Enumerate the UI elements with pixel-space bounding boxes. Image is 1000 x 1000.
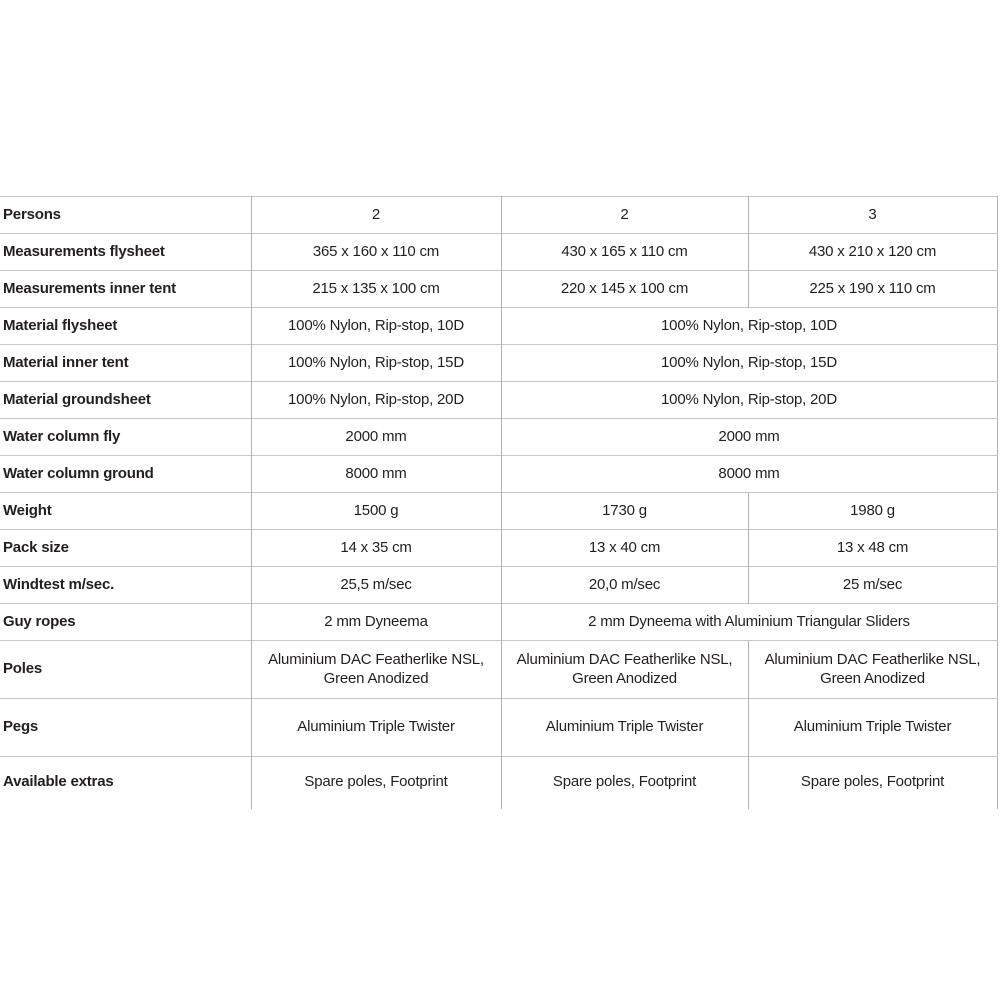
spec-value: 13 x 48 cm bbox=[748, 530, 997, 567]
spec-value-merged: 100% Nylon, Rip-stop, 15D bbox=[501, 345, 997, 382]
spec-label: Pack size bbox=[0, 530, 251, 567]
spec-label: Poles bbox=[0, 641, 251, 699]
spec-value: 430 x 165 x 110 cm bbox=[501, 234, 748, 271]
spec-label: Material flysheet bbox=[0, 308, 251, 345]
spec-value: 430 x 210 x 120 cm bbox=[748, 234, 997, 271]
spec-value: 13 x 40 cm bbox=[501, 530, 748, 567]
spec-label: Available extras bbox=[0, 757, 251, 809]
spec-label: Weight bbox=[0, 493, 251, 530]
spec-value: 100% Nylon, Rip-stop, 10D bbox=[251, 308, 501, 345]
spec-value: 20,0 m/sec bbox=[501, 567, 748, 604]
spec-value: Aluminium DAC Featherlike NSL, Green Anodized bbox=[251, 641, 501, 699]
spec-label: Pegs bbox=[0, 699, 251, 757]
spec-value: 220 x 145 x 100 cm bbox=[501, 271, 748, 308]
spec-row-material-inner-tent bbox=[0, 345, 997, 382]
spec-value: 2 bbox=[251, 197, 501, 234]
spec-value: 100% Nylon, Rip-stop, 15D bbox=[251, 345, 501, 382]
spec-label: Material inner tent bbox=[0, 345, 251, 382]
spec-value: 1730 g bbox=[501, 493, 748, 530]
spec-row-poles bbox=[0, 641, 997, 699]
spec-value-merged: 2000 mm bbox=[501, 419, 997, 456]
spec-label: Persons bbox=[3, 205, 61, 223]
spec-value: Aluminium DAC Featherlike NSL, Green Anodized bbox=[501, 641, 748, 699]
spec-value: 365 x 160 x 110 cm bbox=[251, 234, 501, 271]
spec-value: Aluminium Triple Twister bbox=[251, 699, 501, 757]
spec-label: Windtest m/sec. bbox=[0, 567, 251, 604]
spec-value: Aluminium Triple Twister bbox=[748, 699, 997, 757]
spec-value: 1500 g bbox=[251, 493, 501, 530]
spec-value: Aluminium DAC Featherlike NSL, Green Anodized bbox=[748, 641, 997, 699]
spec-row-measurements-flysheet bbox=[0, 234, 997, 271]
specs-table bbox=[0, 196, 998, 809]
spec-value-merged: 100% Nylon, Rip-stop, 10D bbox=[501, 308, 997, 345]
spec-label: Water column fly bbox=[0, 419, 251, 456]
spec-value: 25 m/sec bbox=[748, 567, 997, 604]
spec-row-water-column-ground bbox=[0, 456, 997, 493]
spec-value: 225 x 190 x 110 cm bbox=[748, 271, 997, 308]
spec-value: Spare poles, Footprint bbox=[251, 757, 501, 809]
spec-row-available-extras bbox=[0, 757, 997, 809]
spec-row-guy-ropes bbox=[0, 604, 997, 641]
spec-row-material-groundsheet bbox=[0, 382, 997, 419]
spec-value: 2 bbox=[501, 197, 748, 234]
spec-row-windtest bbox=[0, 567, 997, 604]
spec-label: Guy ropes bbox=[0, 604, 251, 641]
spec-value: 8000 mm bbox=[251, 456, 501, 493]
spec-row-water-column-fly bbox=[0, 419, 997, 456]
spec-row-persons bbox=[0, 197, 997, 234]
spec-value-merged: 8000 mm bbox=[501, 456, 997, 493]
spec-value-merged: 2 mm Dyneema with Aluminium Triangular Sliders bbox=[501, 604, 997, 641]
spec-value: 25,5 m/sec bbox=[251, 567, 501, 604]
spec-value: 2000 mm bbox=[251, 419, 501, 456]
spec-row-weight bbox=[0, 493, 997, 530]
spec-value: Spare poles, Footprint bbox=[748, 757, 997, 809]
spec-row-pack-size bbox=[0, 530, 997, 567]
spec-value: 2 mm Dyneema bbox=[251, 604, 501, 641]
spec-row-measurements-inner-tent bbox=[0, 271, 997, 308]
spec-label: Measurements flysheet bbox=[0, 234, 251, 271]
spec-value-merged: 100% Nylon, Rip-stop, 20D bbox=[501, 382, 997, 419]
spec-label: Measurements inner tent bbox=[0, 271, 251, 308]
spec-row-pegs bbox=[0, 699, 997, 757]
spec-value: 1980 g bbox=[748, 493, 997, 530]
spec-label: Water column ground bbox=[0, 456, 251, 493]
spec-label: Material groundsheet bbox=[0, 382, 251, 419]
spec-value: 215 x 135 x 100 cm bbox=[251, 271, 501, 308]
spec-value: 100% Nylon, Rip-stop, 20D bbox=[251, 382, 501, 419]
spec-row-material-flysheet bbox=[0, 308, 997, 345]
spec-value: Aluminium Triple Twister bbox=[501, 699, 748, 757]
spec-value: 3 bbox=[748, 197, 997, 234]
spec-value: 14 x 35 cm bbox=[251, 530, 501, 567]
spec-value: Spare poles, Footprint bbox=[501, 757, 748, 809]
